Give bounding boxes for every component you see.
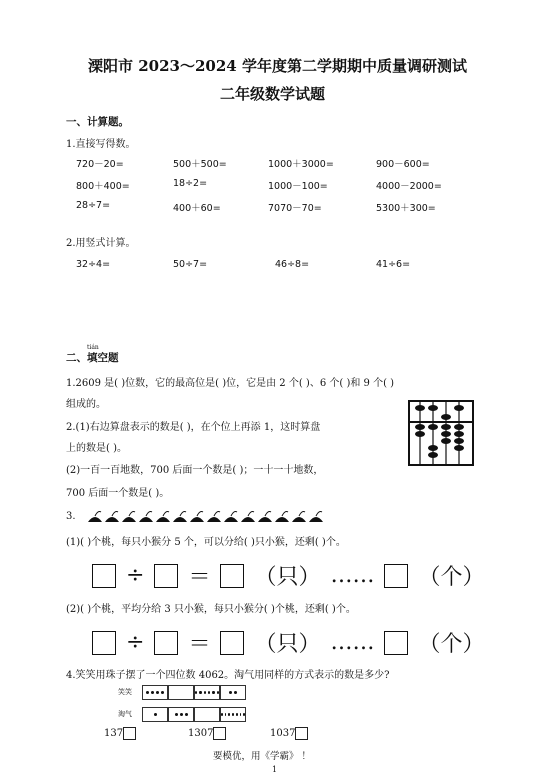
q1-label: 1.直接写得数。	[66, 139, 136, 150]
division-equation-2	[92, 627, 484, 658]
answer-box[interactable]	[92, 631, 116, 655]
calc-item: 720－20=	[76, 159, 124, 170]
divide-sign: ÷	[126, 630, 145, 655]
choice-b-label: 1307	[188, 728, 214, 739]
bead-cell	[220, 685, 246, 700]
s2-q2-line4: 700 后面一个数是( )。	[66, 488, 170, 499]
calc-item: 18÷2=	[173, 178, 208, 189]
choice-b-checkbox[interactable]	[213, 727, 226, 740]
s2-q2-line3: (2)一百一百地数，700 后面一个数是( )；一十一十地数，	[66, 465, 324, 476]
unit-ge: （个）	[418, 632, 485, 657]
remainder-dots: ……	[330, 563, 375, 588]
peaches-image	[86, 506, 328, 528]
calc-item: 5300＋300=	[376, 203, 436, 214]
bead-label-taoqi: 淘气	[118, 710, 132, 718]
bead-cell	[142, 685, 168, 700]
choice-c-label: 1037	[270, 728, 296, 739]
answer-box[interactable]	[384, 564, 408, 588]
answer-box[interactable]	[220, 564, 244, 588]
calc-item: 1000－100=	[268, 181, 328, 192]
section1-heading: 一、计算题。	[66, 116, 129, 128]
calc-item: 28÷7=	[76, 200, 111, 211]
abacus-image	[408, 400, 474, 466]
equals-sign: ＝	[188, 632, 211, 657]
bead-cell	[194, 685, 220, 700]
unit-zhi: （只）	[254, 565, 321, 590]
calc-item: 900－600=	[376, 159, 430, 170]
calc-item: 4000－2000=	[376, 181, 442, 192]
page-title: 溧阳市 2023～2024 学年度第二学期期中质量调研测试	[88, 57, 467, 75]
s2-q1-line1: 1.2609 是( )位数，它的最高位是( )位，它是由 2 个( )、6 个( )和 9 个( )	[66, 378, 395, 389]
answer-box[interactable]	[92, 564, 116, 588]
answer-box[interactable]	[154, 631, 178, 655]
bead-label-xiaoxiao: 笑笑	[118, 688, 132, 696]
answer-box[interactable]	[384, 631, 408, 655]
choice-c-checkbox[interactable]	[295, 727, 308, 740]
calc-item: 800＋400=	[76, 181, 130, 192]
s2-q2-line2: 上的数是( )。	[66, 443, 127, 454]
choice-c	[270, 727, 308, 740]
s2-q1-line2: 组成的。	[66, 399, 106, 410]
unit-ge: （个）	[418, 565, 485, 590]
bead-cell	[168, 707, 194, 722]
calc-item: 1000＋3000=	[268, 159, 334, 170]
vertical-calc-item: 41÷6=	[376, 259, 411, 270]
choice-a-checkbox[interactable]	[123, 727, 136, 740]
answer-box[interactable]	[220, 631, 244, 655]
q2-label: 2.用竖式计算。	[66, 238, 136, 249]
bead-cell	[194, 707, 220, 722]
choice-b	[188, 727, 226, 740]
s2-q4-line: 4.笑笑用珠子摆了一个四位数 4062。淘气用同样的方式表示的数是多少?	[66, 670, 390, 681]
bead-row-taoqi	[142, 707, 246, 722]
section2-heading: 二、填空题	[66, 352, 119, 364]
vertical-calc-item: 50÷7=	[173, 259, 208, 270]
bead-cell	[220, 707, 246, 722]
calc-item: 500＋500=	[173, 159, 227, 170]
footer-slogan: 要模优，用《学霸》 ！	[213, 751, 312, 762]
bead-cell	[168, 685, 194, 700]
s2-q3-line2: (2)( )个桃，平均分给 3 只小猴，每只小猴分( )个桃，还剩( )个。	[66, 604, 356, 615]
remainder-dots: ……	[330, 630, 375, 655]
answer-box[interactable]	[154, 564, 178, 588]
s2-q2-line1: 2.(1)右边算盘表示的数是( )，在个位上再添 1，这时算盘	[66, 422, 321, 433]
pinyin-ruby: tián	[87, 344, 99, 351]
unit-zhi: （只）	[254, 632, 321, 657]
divide-sign: ÷	[126, 563, 145, 588]
equals-sign: ＝	[188, 565, 211, 590]
vertical-calc-item: 32÷4=	[76, 259, 111, 270]
s2-q3-line1: (1)( )个桃，每只小猴分 5 个，可以分给( )只小猴，还剩( )个。	[66, 537, 346, 548]
s2-q3-label: 3.	[66, 511, 76, 522]
vertical-calc-item: 46÷8=	[275, 259, 310, 270]
page-number: 1	[272, 765, 278, 774]
division-equation-1	[92, 560, 484, 591]
page-subtitle: 二年级数学试题	[220, 85, 326, 103]
calc-item: 400＋60=	[173, 203, 221, 214]
choice-a-label: 137	[104, 728, 124, 739]
bead-row-xiaoxiao	[142, 685, 246, 700]
choice-a	[104, 727, 136, 740]
bead-cell	[142, 707, 168, 722]
calc-item: 7070－70=	[268, 203, 322, 214]
